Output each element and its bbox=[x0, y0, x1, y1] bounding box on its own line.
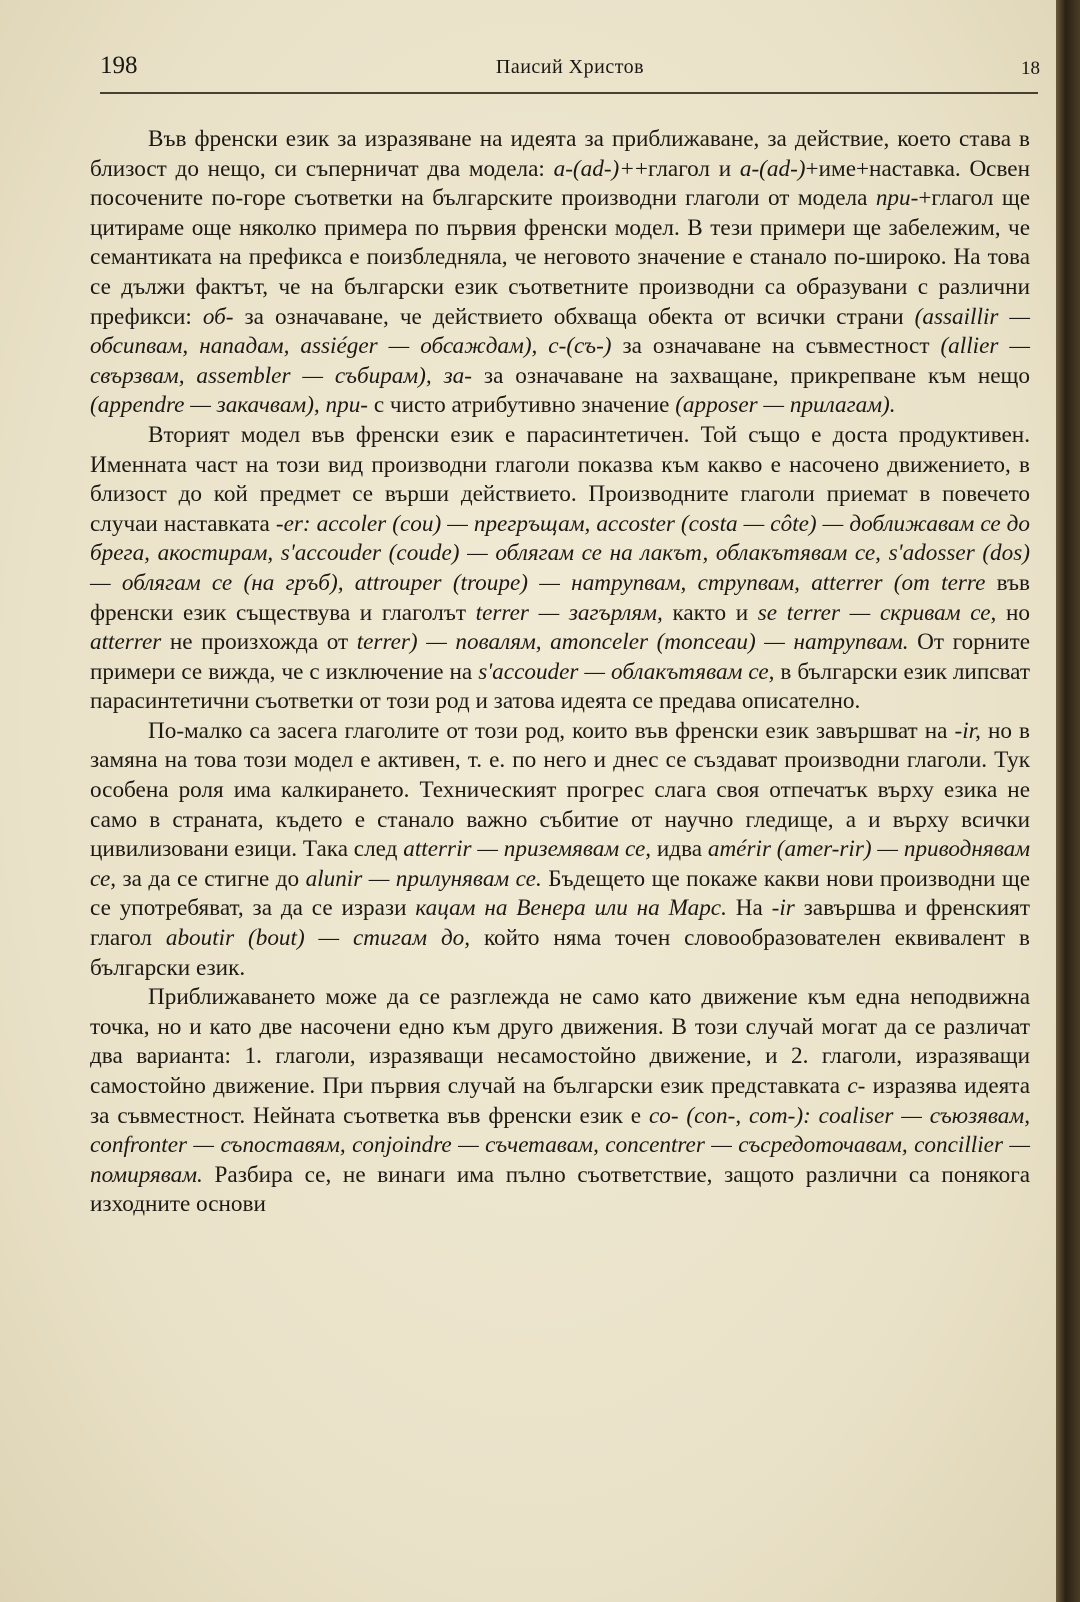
text-run: +глагол ще цитираме още няколко примера по първия френски модел. В тези примери ще забележим, че семантиката на префикса е поизбледняла, че неговото значение е станало по-широко. На това се дължи фактът, че на български език съответните производни са образувани с различни префикси: bbox=[90, 185, 1030, 330]
text-run: за означаване на съвместност bbox=[611, 333, 941, 360]
italic-run: (assaillir — обсипвам, нападам, assiéger — обсаждам), с-(съ-) bbox=[90, 303, 1031, 360]
text-run: Разбира се, не винаги има пълно съответствие, защото различни са понякога изходните основи bbox=[90, 1161, 1030, 1218]
text-run: Във френски език за изразяване на идеята за приближаване, за действие, което става в близост до нещо, си съперничат два модела: bbox=[90, 126, 1030, 182]
body-text bbox=[90, 125, 1030, 1220]
italic-run: aboutir (bout) — стигам до, bbox=[165, 925, 471, 952]
text-run: идва bbox=[651, 836, 708, 863]
text-run: за означаване, че действието обхваща обекта от всички страни bbox=[233, 303, 915, 330]
italic-run: -ir bbox=[771, 895, 795, 922]
italic-run: co- (con-, com-): coaliser — съюзявам, confronter — съпоставям, conjoindre — съчетавам, concentrer — съсредоточавам, concillier — помирявам. bbox=[90, 1102, 1030, 1188]
text-run: във френски език съществува и глаголът bbox=[90, 569, 1030, 626]
text-run: +глагол и bbox=[634, 155, 740, 182]
text-run: не произхожда от bbox=[161, 629, 357, 656]
page-number: 198 bbox=[100, 52, 138, 79]
text-run: както и bbox=[662, 599, 758, 626]
text-run: От горните примери се вижда, че с изключение на bbox=[90, 629, 1030, 685]
text-run: По-малко са засега глаголите от този род, които във френски език завършват на bbox=[148, 717, 955, 744]
text-run: но в замяна на това този модел е активен, т. е. по него и днес се създават производни глаголи. Тук особена роля има калкирането. Техническият прогрес слага своя отпечатък върху езика не само в страната, където е станало важно събитие от научно гледище, а и върху всички цивилизовани езици. Така след bbox=[90, 717, 1030, 863]
text-run: +име+наставка. Освен посочените по-горе съответки на българските производни глаголи от модела bbox=[90, 155, 1030, 212]
text-run: Вторият модел във френски език е парасинтетичен. Той също е доста продуктивен. Именната част на този вид производни глаголи показва към какво е насочено движението, в близост до кой предмет се върши действието. Производните глаголи приемат в повечето случаи наставката bbox=[90, 421, 1030, 537]
italic-run: alunir — прилунявам се. bbox=[305, 865, 542, 892]
italic-run: об- bbox=[202, 303, 234, 330]
italic-run: atterrir — приземявам се, bbox=[403, 836, 652, 863]
text-run: за означаване на захващане, прикрепване към нещо bbox=[471, 362, 1030, 389]
book-spine bbox=[1056, 0, 1080, 1602]
paragraph bbox=[90, 125, 1030, 421]
italic-run: terrer) — повалям, amonceler (monceau) — натрупвам. bbox=[356, 629, 909, 656]
italic-run: при- bbox=[875, 185, 919, 212]
text-run: който няма точен словообразователен еквивалент в български език. bbox=[90, 925, 1030, 981]
paragraph bbox=[90, 717, 1030, 983]
text-run: с чисто атрибутивно значение bbox=[368, 392, 676, 419]
italic-run: (allier — свързвам, assembler — събирам), за- bbox=[90, 333, 1030, 389]
text-run: изразява идеята за съвместност. Нейната съответка във френски език е bbox=[90, 1073, 1030, 1129]
italic-run: с- bbox=[847, 1073, 866, 1099]
paragraph bbox=[90, 983, 1030, 1220]
italic-run: -ir, bbox=[954, 717, 981, 744]
italic-run: -er: accoler (cou) — прегръщам, accoster (costa — côte) — доближавам се до брега, акостирам, s'accouder (coude) — облягам се на лакът, облакътявам се, s'adosser (dos) — облягам се (на гръб), attrouper (troupe) — натрупвам, струпвам, atterrer (от terre bbox=[90, 510, 1030, 596]
header-rule bbox=[100, 92, 1038, 94]
italic-run: s'accouder — облакътявам се, bbox=[478, 658, 775, 685]
text-run: но bbox=[996, 599, 1030, 626]
italic-run: a-(ad-) bbox=[739, 155, 806, 182]
paragraph bbox=[90, 421, 1030, 717]
text-run: в български език липсват парасинтетични съответки от този род и затова идеята се предава описателно. bbox=[90, 658, 1030, 715]
italic-run: кацам на Венера или на Марс. bbox=[415, 895, 727, 922]
italic-run: se terrer — скривам се, bbox=[757, 599, 997, 626]
italic-run: terrer — загърлям, bbox=[475, 599, 663, 626]
running-title: Паисий Христов bbox=[495, 56, 645, 78]
page-header bbox=[100, 52, 1040, 92]
text-run: Приближаването може да се разглежда не само като движение към една неподвижна точка, но и като две насочени едно към друго движения. В този случай могат да се различат два варианта: 1. глаголи, изразяващи несамостойно движение, и 2. глаголи, изразяващи самостойно движение. При първия случай на български език представката bbox=[90, 984, 1030, 1099]
text-run: На bbox=[726, 895, 772, 922]
italic-run: (appendre — закачвам), при- bbox=[90, 392, 369, 419]
text-run: завършва и френският глагол bbox=[90, 895, 1030, 952]
italic-run: (apposer — прилагам). bbox=[675, 392, 896, 419]
italic-run: atterrer bbox=[90, 629, 162, 656]
italic-run: a-(ad-)+ bbox=[553, 155, 635, 182]
text-run: за да се стигне до bbox=[116, 865, 306, 892]
signature-mark: 18 bbox=[1021, 58, 1040, 79]
italic-run: amérir (amer-rir) — приводнявам се, bbox=[90, 836, 1030, 892]
text-run: Бъдещето ще покаже какви нови производни ще се употребяват, за да се изрази bbox=[90, 865, 1031, 922]
